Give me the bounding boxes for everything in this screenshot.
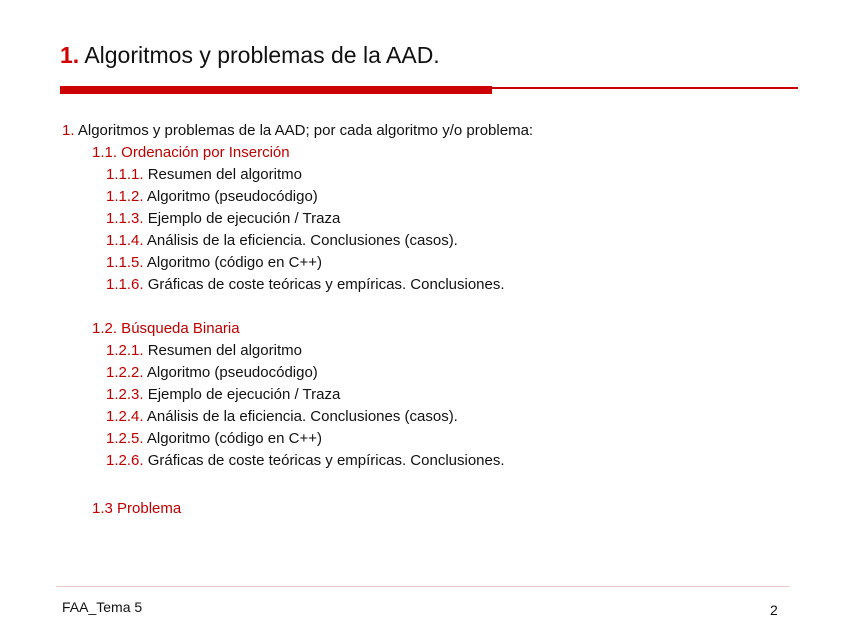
item-text: Algoritmos y problemas de la AAD; por cada algoritmo y/o problema: xyxy=(77,122,534,139)
item-text: Algoritmo (código en C++) xyxy=(146,430,322,447)
item-number: 1.1.4. xyxy=(106,232,144,249)
list-item xyxy=(106,275,505,295)
item-number: 1.2.6. xyxy=(106,452,144,469)
item-text: Resumen del algoritmo xyxy=(147,342,302,359)
item-text: Ejemplo de ejecución / Traza xyxy=(147,386,341,403)
section-heading-problem: 1.3 Problema xyxy=(92,500,182,517)
section-heading-binary-search: 1.2. Búsqueda Binaria xyxy=(92,320,240,337)
item-number: 1. xyxy=(62,122,75,139)
list-item xyxy=(106,407,458,427)
list-item xyxy=(106,385,340,405)
list-item xyxy=(106,429,322,449)
footer-course-label: FAA_Tema 5 xyxy=(62,599,143,615)
list-item xyxy=(106,253,322,273)
title-underline-thin xyxy=(492,87,798,89)
list-item xyxy=(106,187,318,207)
item-number: 1.1.3. xyxy=(106,210,144,227)
item-text: Análisis de la eficiencia. Conclusiones (casos). xyxy=(146,408,458,425)
title-text: Algoritmos y problemas de la AAD. xyxy=(84,42,440,68)
item-text: Algoritmo (pseudocódigo) xyxy=(146,188,318,205)
item-number: 1.1.6. xyxy=(106,276,144,293)
item-number: 1.2.1. xyxy=(106,342,144,359)
item-number: 1.1.1. xyxy=(106,166,144,183)
item-number: 1.2.4. xyxy=(106,408,144,425)
item-text: Resumen del algoritmo xyxy=(147,166,302,183)
item-number: 1.1.5. xyxy=(106,254,144,271)
item-text: Ejemplo de ejecución / Traza xyxy=(147,210,341,227)
item-text: Gráficas de coste teóricas y empíricas. Conclusiones. xyxy=(147,452,505,469)
item-number: 1.1.2. xyxy=(106,188,144,205)
list-item xyxy=(106,341,302,361)
item-number: 1.2.3. xyxy=(106,386,144,403)
item-text: Análisis de la eficiencia. Conclusiones (casos). xyxy=(146,232,458,249)
item-text: Algoritmo (código en C++) xyxy=(146,254,322,271)
list-item xyxy=(106,363,318,383)
item-text: Gráficas de coste teóricas y empíricas. Conclusiones. xyxy=(147,276,505,293)
list-item xyxy=(106,231,458,251)
list-item xyxy=(106,209,340,229)
page-number: 2 xyxy=(770,602,778,618)
item-number: 1.2.5. xyxy=(106,430,144,447)
section-heading-insertion-sort: 1.1. Ordenación por Inserción xyxy=(92,144,290,161)
outline-item-1 xyxy=(62,121,533,141)
title-number: 1. xyxy=(60,42,80,68)
list-item xyxy=(106,165,302,185)
item-number: 1.2.2. xyxy=(106,364,144,381)
item-text: Algoritmo (pseudocódigo) xyxy=(146,364,318,381)
title-underline-thick xyxy=(60,86,492,94)
page-title xyxy=(60,40,440,70)
footer-divider xyxy=(56,586,790,587)
list-item xyxy=(106,451,505,471)
